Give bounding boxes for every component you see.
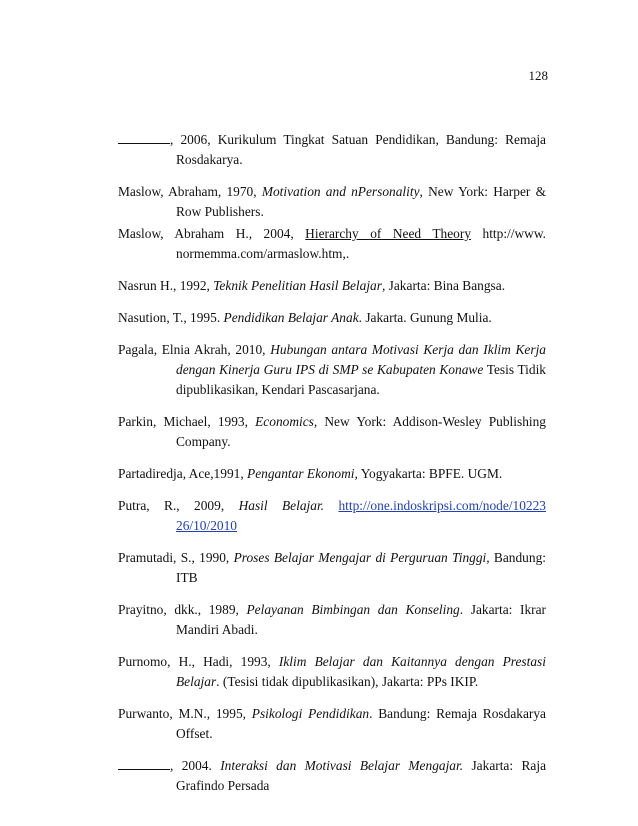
reference-title: Interaksi dan Motivasi Belajar Mengajar. <box>220 758 464 773</box>
reference-entry <box>118 464 546 484</box>
reference-link[interactable]: http://one.indoskripsi.com/node/10223 26/10/2010 <box>176 498 546 533</box>
reference-url: http://www. normemma.com/armaslow.htm,. <box>176 226 546 261</box>
reference-publisher: Tesis Tidik dipublikasikan, Kendari Pascasarjana. <box>176 362 546 397</box>
reference-publisher: Bandung: ITB <box>176 550 546 585</box>
reference-author: Purnomo, H., Hadi, 1993, <box>118 654 279 669</box>
reference-title: Teknik Penelitian Hasil Belajar <box>213 278 382 293</box>
reference-title: Proses Belajar Mengajar di Perguruan Tinggi, <box>233 550 490 565</box>
reference-author: Nasrun H., 1992, <box>118 278 214 293</box>
reference-text: , 2006, Kurikulum Tingkat Satuan Pendidikan, Bandung: Remaja Rosdakarya. <box>170 132 546 167</box>
reference-title: Psikologi Pendidikan <box>251 706 370 721</box>
reference-publisher: , New York: Harper & Row Publishers. <box>176 184 546 219</box>
page-number: 128 <box>528 68 548 83</box>
reference-publisher: , Jakarta: Bina Bangsa. <box>381 278 506 293</box>
reference-author: Pramutadi, S., 1990, <box>118 550 234 565</box>
reference-publisher: Yogyakarta: BPFE. UGM. <box>357 466 503 481</box>
repeat-author-rule <box>118 131 170 144</box>
reference-publisher: . Bandung: Remaja Rosdakarya Offset. <box>176 706 546 741</box>
reference-author: Maslow, Abraham H., 2004, <box>118 226 306 241</box>
reference-entry <box>118 704 546 744</box>
reference-spacer <box>324 498 338 513</box>
reference-author: Purwanto, M.N., 1995, <box>118 706 252 721</box>
reference-author: Partadiredja, Ace,1991, <box>118 466 248 481</box>
reference-title: Iklim Belajar dan Kaitannya dengan Prestasi Belajar <box>176 654 546 689</box>
reference-title: Pendidikan Belajar Anak <box>223 310 359 325</box>
repeat-author-rule <box>118 757 170 770</box>
reference-author: Prayitno, dkk., 1989, <box>118 602 247 617</box>
reference-list <box>118 130 546 796</box>
reference-text: , 2004. <box>170 758 221 773</box>
reference-publisher: . (Tesisi tidak dipublikasikan), Jakarta: PPs IKIP. <box>216 674 479 689</box>
reference-entry <box>118 548 546 588</box>
reference-entry <box>118 496 546 536</box>
reference-entry <box>118 308 546 328</box>
reference-entry <box>118 182 546 222</box>
reference-entry <box>118 130 546 170</box>
reference-title: Hierarchy of Need Theory <box>305 226 472 241</box>
reference-entry <box>118 412 546 452</box>
reference-entry <box>118 340 546 400</box>
reference-publisher: New York: Addison-Wesley Publishing Company. <box>176 414 547 449</box>
reference-title: Pelayanan Bimbingan dan Konseling <box>246 602 460 617</box>
reference-title: Hasil Belajar. <box>238 498 325 513</box>
reference-entry <box>118 276 546 296</box>
reference-author: Nasution, T., 1995. <box>118 310 224 325</box>
reference-title: Hubungan antara Motivasi Kerja dan Iklim Kerja dengan Kinerja Guru IPS di SMP se Kabupaten Konawe <box>176 342 546 377</box>
reference-publisher: Jakarta: Raja Grafindo Persada <box>176 758 547 793</box>
reference-entry <box>118 756 546 796</box>
reference-author: Pagala, Elnia Akrah, 2010, <box>118 342 271 357</box>
reference-entry <box>118 600 546 640</box>
reference-title: Economics, <box>255 414 318 429</box>
reference-title: Motivation and nPersonality <box>261 184 420 199</box>
reference-title: Pengantar Ekonomi, <box>247 466 358 481</box>
reference-author: Maslow, Abraham, 1970, <box>118 184 262 199</box>
reference-author: Putra, R., 2009, <box>118 498 239 513</box>
reference-publisher: . Jakarta: Ikrar Mandiri Abadi. <box>176 602 546 637</box>
reference-publisher: . Jakarta. Gunung Mulia. <box>358 310 492 325</box>
reference-entry <box>118 224 546 264</box>
reference-author: Parkin, Michael, 1993, <box>118 414 256 429</box>
reference-entry <box>118 652 546 692</box>
